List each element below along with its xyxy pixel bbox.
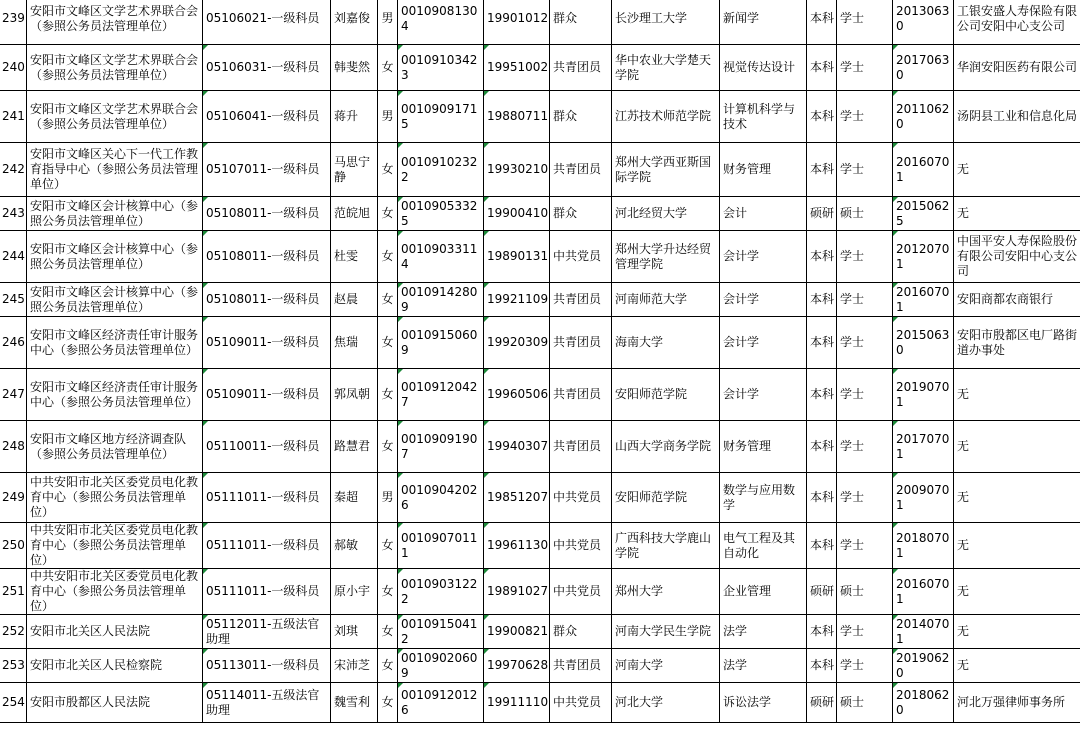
graduation-date-cell: 20160701 <box>893 143 954 197</box>
gender-cell: 女 <box>378 369 398 421</box>
unit-cell: 安阳市文峰区文学艺术界联合会（参照公务员法管理单位） <box>27 91 203 143</box>
table-row <box>0 283 1080 317</box>
gender-cell: 女 <box>378 421 398 473</box>
table-row <box>0 317 1080 369</box>
exam-number-cell: 00109120126 <box>398 683 484 723</box>
degree-cell: 硕士 <box>837 197 893 231</box>
school-cell: 广西科技大学鹿山学院 <box>612 523 720 569</box>
political-status-cell: 中共党员 <box>550 523 612 569</box>
education-cell: 本科 <box>807 143 837 197</box>
degree-cell: 学士 <box>837 649 893 683</box>
education-cell: 本科 <box>807 283 837 317</box>
name-cell: 焦瑞 <box>331 317 378 369</box>
school-cell: 长沙理工大学 <box>612 0 720 45</box>
row-number-cell: 243 <box>0 197 27 231</box>
political-status-cell: 中共党员 <box>550 683 612 723</box>
political-status-cell: 共青团员 <box>550 283 612 317</box>
position-cell: 05108011-一级科员 <box>203 197 331 231</box>
position-cell: 05111011-一级科员 <box>203 473 331 523</box>
gender-cell: 女 <box>378 649 398 683</box>
row-number-cell: 253 <box>0 649 27 683</box>
political-status-cell: 中共党员 <box>550 569 612 615</box>
position-cell: 05106021-一级科员 <box>203 0 331 45</box>
row-number-cell: 244 <box>0 231 27 283</box>
table-row <box>0 615 1080 649</box>
graduation-date-cell: 20120701 <box>893 231 954 283</box>
unit-cell: 安阳市北关区人民检察院 <box>27 649 203 683</box>
work-unit-cell: 汤阴县工业和信息化局 <box>954 91 1080 143</box>
graduation-date-cell: 20180701 <box>893 523 954 569</box>
name-cell: 郝敏 <box>331 523 378 569</box>
exam-number-cell: 00109070111 <box>398 523 484 569</box>
gender-cell: 女 <box>378 523 398 569</box>
political-status-cell: 共青团员 <box>550 369 612 421</box>
school-cell: 安阳师范学院 <box>612 369 720 421</box>
name-cell: 郭凤朝 <box>331 369 378 421</box>
name-cell: 马思宁静 <box>331 143 378 197</box>
birth-date-cell: 19911110 <box>484 683 550 723</box>
unit-cell: 安阳市文峰区会计核算中心（参照公务员法管理单位） <box>27 283 203 317</box>
graduation-date-cell: 20150625 <box>893 197 954 231</box>
position-cell: 05108011-一级科员 <box>203 231 331 283</box>
unit-cell: 安阳市文峰区文学艺术界联合会（参照公务员法管理单位） <box>27 0 203 45</box>
degree-cell: 学士 <box>837 91 893 143</box>
education-cell: 本科 <box>807 649 837 683</box>
school-cell: 河北经贸大学 <box>612 197 720 231</box>
degree-cell: 学士 <box>837 473 893 523</box>
unit-cell: 中共安阳市北关区委党员电化教育中心（参照公务员法管理单位） <box>27 569 203 615</box>
table-row <box>0 91 1080 143</box>
table-row <box>0 197 1080 231</box>
political-status-cell: 中共党员 <box>550 231 612 283</box>
table-row <box>0 421 1080 473</box>
major-cell: 财务管理 <box>720 143 807 197</box>
exam-number-cell: 00109142809 <box>398 283 484 317</box>
unit-cell: 安阳市文峰区经济责任审计服务中心（参照公务员法管理单位） <box>27 317 203 369</box>
degree-cell: 学士 <box>837 45 893 91</box>
political-status-cell: 共青团员 <box>550 143 612 197</box>
gender-cell: 女 <box>378 45 398 91</box>
education-cell: 本科 <box>807 615 837 649</box>
unit-cell: 安阳市殷都区人民法院 <box>27 683 203 723</box>
exam-number-cell: 00109150412 <box>398 615 484 649</box>
row-number-cell: 252 <box>0 615 27 649</box>
work-unit-cell: 无 <box>954 649 1080 683</box>
exam-number-cell: 00109033114 <box>398 231 484 283</box>
major-cell: 法学 <box>720 615 807 649</box>
unit-cell: 安阳市文峰区会计核算中心（参照公务员法管理单位） <box>27 197 203 231</box>
position-cell: 05109011-一级科员 <box>203 317 331 369</box>
major-cell: 新闻学 <box>720 0 807 45</box>
education-cell: 硕研 <box>807 569 837 615</box>
gender-cell: 女 <box>378 683 398 723</box>
position-cell: 05111011-一级科员 <box>203 569 331 615</box>
political-status-cell: 群众 <box>550 91 612 143</box>
unit-cell: 安阳市文峰区会计核算中心（参照公务员法管理单位） <box>27 231 203 283</box>
gender-cell: 男 <box>378 91 398 143</box>
political-status-cell: 共青团员 <box>550 45 612 91</box>
name-cell: 宋沛芝 <box>331 649 378 683</box>
education-cell: 本科 <box>807 369 837 421</box>
degree-cell: 学士 <box>837 421 893 473</box>
gender-cell: 女 <box>378 317 398 369</box>
position-cell: 05108011-一级科员 <box>203 283 331 317</box>
exam-number-cell: 00109020609 <box>398 649 484 683</box>
graduation-date-cell: 20110620 <box>893 91 954 143</box>
graduation-date-cell: 20190620 <box>893 649 954 683</box>
name-cell: 原小宇 <box>331 569 378 615</box>
major-cell: 数学与应用数学 <box>720 473 807 523</box>
work-unit-cell: 无 <box>954 523 1080 569</box>
work-unit-cell: 安阳市殷都区电厂路街道办事处 <box>954 317 1080 369</box>
exam-number-cell: 00109031222 <box>398 569 484 615</box>
major-cell: 会计学 <box>720 231 807 283</box>
row-number-cell: 250 <box>0 523 27 569</box>
work-unit-cell: 中国平安人寿保险股份有限公司安阳中心支公司 <box>954 231 1080 283</box>
degree-cell: 学士 <box>837 523 893 569</box>
degree-cell: 学士 <box>837 369 893 421</box>
school-cell: 华中农业大学楚天学院 <box>612 45 720 91</box>
unit-cell: 安阳市北关区人民法院 <box>27 615 203 649</box>
work-unit-cell: 河北万强律师事务所 <box>954 683 1080 723</box>
birth-date-cell: 19960506 <box>484 369 550 421</box>
exam-number-cell: 00109091907 <box>398 421 484 473</box>
education-cell: 本科 <box>807 45 837 91</box>
gender-cell: 女 <box>378 283 398 317</box>
major-cell: 财务管理 <box>720 421 807 473</box>
education-cell: 本科 <box>807 473 837 523</box>
graduation-date-cell: 20170630 <box>893 45 954 91</box>
education-cell: 本科 <box>807 0 837 45</box>
work-unit-cell: 无 <box>954 143 1080 197</box>
exam-number-cell: 00109102322 <box>398 143 484 197</box>
major-cell: 法学 <box>720 649 807 683</box>
graduation-date-cell: 20160701 <box>893 569 954 615</box>
work-unit-cell: 华润安阳医药有限公司 <box>954 45 1080 91</box>
political-status-cell: 共青团员 <box>550 649 612 683</box>
birth-date-cell: 19970628 <box>484 649 550 683</box>
degree-cell: 硕士 <box>837 569 893 615</box>
gender-cell: 女 <box>378 569 398 615</box>
work-unit-cell: 无 <box>954 421 1080 473</box>
name-cell: 刘嘉俊 <box>331 0 378 45</box>
birth-date-cell: 19961130 <box>484 523 550 569</box>
position-cell: 05111011-一级科员 <box>203 523 331 569</box>
gender-cell: 女 <box>378 143 398 197</box>
degree-cell: 学士 <box>837 143 893 197</box>
table-row <box>0 523 1080 569</box>
birth-date-cell: 19930210 <box>484 143 550 197</box>
exam-number-cell: 00109053325 <box>398 197 484 231</box>
work-unit-cell: 无 <box>954 569 1080 615</box>
gender-cell: 男 <box>378 473 398 523</box>
row-number-cell: 245 <box>0 283 27 317</box>
political-status-cell: 群众 <box>550 197 612 231</box>
graduation-date-cell: 20160701 <box>893 283 954 317</box>
row-number-cell: 246 <box>0 317 27 369</box>
exam-number-cell: 00109103423 <box>398 45 484 91</box>
unit-cell: 安阳市文峰区地方经济调查队（参照公务员法管理单位） <box>27 421 203 473</box>
row-number-cell: 242 <box>0 143 27 197</box>
school-cell: 河南大学 <box>612 649 720 683</box>
birth-date-cell: 19851207 <box>484 473 550 523</box>
degree-cell: 学士 <box>837 231 893 283</box>
exam-number-cell: 00109042026 <box>398 473 484 523</box>
major-cell: 会计 <box>720 197 807 231</box>
row-number-cell: 240 <box>0 45 27 91</box>
education-cell: 本科 <box>807 231 837 283</box>
exam-number-cell: 00109081304 <box>398 0 484 45</box>
exam-number-cell: 00109150609 <box>398 317 484 369</box>
political-status-cell: 群众 <box>550 615 612 649</box>
row-number-cell: 249 <box>0 473 27 523</box>
graduation-date-cell: 20170701 <box>893 421 954 473</box>
degree-cell: 学士 <box>837 0 893 45</box>
unit-cell: 安阳市文峰区关心下一代工作教育指导中心（参照公务员法管理单位） <box>27 143 203 197</box>
name-cell: 秦超 <box>331 473 378 523</box>
name-cell: 韩斐然 <box>331 45 378 91</box>
birth-date-cell: 19921109 <box>484 283 550 317</box>
degree-cell: 硕士 <box>837 683 893 723</box>
table-row <box>0 0 1080 45</box>
school-cell: 郑州大学 <box>612 569 720 615</box>
exam-number-cell: 00109091715 <box>398 91 484 143</box>
political-status-cell: 共青团员 <box>550 421 612 473</box>
degree-cell: 学士 <box>837 317 893 369</box>
unit-cell: 安阳市文峰区经济责任审计服务中心（参照公务员法管理单位） <box>27 369 203 421</box>
row-number-cell: 251 <box>0 569 27 615</box>
unit-cell: 中共安阳市北关区委党员电化教育中心（参照公务员法管理单位） <box>27 523 203 569</box>
school-cell: 江苏技术师范学院 <box>612 91 720 143</box>
birth-date-cell: 19940307 <box>484 421 550 473</box>
gender-cell: 女 <box>378 615 398 649</box>
major-cell: 企业管理 <box>720 569 807 615</box>
birth-date-cell: 19890131 <box>484 231 550 283</box>
position-cell: 05112011-五级法官助理 <box>203 615 331 649</box>
unit-cell: 安阳市文峰区文学艺术界联合会（参照公务员法管理单位） <box>27 45 203 91</box>
exam-number-cell: 00109120427 <box>398 369 484 421</box>
birth-date-cell: 19900821 <box>484 615 550 649</box>
education-cell: 硕研 <box>807 197 837 231</box>
work-unit-cell: 无 <box>954 197 1080 231</box>
school-cell: 安阳师范学院 <box>612 473 720 523</box>
work-unit-cell: 无 <box>954 615 1080 649</box>
unit-cell: 中共安阳市北关区委党员电化教育中心（参照公务员法管理单位） <box>27 473 203 523</box>
position-cell: 05109011-一级科员 <box>203 369 331 421</box>
major-cell: 会计学 <box>720 317 807 369</box>
political-status-cell: 中共党员 <box>550 473 612 523</box>
major-cell: 电气工程及其自动化 <box>720 523 807 569</box>
table-row <box>0 683 1080 723</box>
school-cell: 河南大学民生学院 <box>612 615 720 649</box>
table-row <box>0 473 1080 523</box>
gender-cell: 男 <box>378 0 398 45</box>
birth-date-cell: 19880711 <box>484 91 550 143</box>
work-unit-cell: 安阳商都农商银行 <box>954 283 1080 317</box>
table-row <box>0 45 1080 91</box>
school-cell: 山西大学商务学院 <box>612 421 720 473</box>
row-number-cell: 254 <box>0 683 27 723</box>
education-cell: 本科 <box>807 91 837 143</box>
graduation-date-cell: 20130630 <box>893 0 954 45</box>
gender-cell: 女 <box>378 231 398 283</box>
name-cell: 路慧君 <box>331 421 378 473</box>
row-number-cell: 239 <box>0 0 27 45</box>
position-cell: 05107011-一级科员 <box>203 143 331 197</box>
birth-date-cell: 19901012 <box>484 0 550 45</box>
school-cell: 郑州大学升达经贸管理学院 <box>612 231 720 283</box>
political-status-cell: 共青团员 <box>550 317 612 369</box>
work-unit-cell: 无 <box>954 473 1080 523</box>
birth-date-cell: 19920309 <box>484 317 550 369</box>
name-cell: 赵晨 <box>331 283 378 317</box>
position-cell: 05106041-一级科员 <box>203 91 331 143</box>
row-number-cell: 248 <box>0 421 27 473</box>
major-cell: 诉讼法学 <box>720 683 807 723</box>
name-cell: 范皖旭 <box>331 197 378 231</box>
row-number-cell: 241 <box>0 91 27 143</box>
work-unit-cell: 工银安盛人寿保险有限公司安阳中心支公司 <box>954 0 1080 45</box>
birth-date-cell: 19951002 <box>484 45 550 91</box>
position-cell: 05114011-五级法官助理 <box>203 683 331 723</box>
name-cell: 刘琪 <box>331 615 378 649</box>
work-unit-cell: 无 <box>954 369 1080 421</box>
graduation-date-cell: 20140701 <box>893 615 954 649</box>
degree-cell: 学士 <box>837 283 893 317</box>
education-cell: 本科 <box>807 421 837 473</box>
table-row <box>0 231 1080 283</box>
position-cell: 05113011-一级科员 <box>203 649 331 683</box>
school-cell: 河北大学 <box>612 683 720 723</box>
political-status-cell: 群众 <box>550 0 612 45</box>
name-cell: 杜雯 <box>331 231 378 283</box>
major-cell: 计算机科学与技术 <box>720 91 807 143</box>
position-cell: 05106031-一级科员 <box>203 45 331 91</box>
gender-cell: 女 <box>378 197 398 231</box>
row-number-cell: 247 <box>0 369 27 421</box>
degree-cell: 学士 <box>837 615 893 649</box>
education-cell: 本科 <box>807 523 837 569</box>
graduation-date-cell: 20190701 <box>893 369 954 421</box>
name-cell: 蒋升 <box>331 91 378 143</box>
graduation-date-cell: 20150630 <box>893 317 954 369</box>
graduation-date-cell: 20180620 <box>893 683 954 723</box>
school-cell: 郑州大学西亚斯国际学院 <box>612 143 720 197</box>
education-cell: 硕研 <box>807 683 837 723</box>
major-cell: 会计学 <box>720 369 807 421</box>
school-cell: 河南师范大学 <box>612 283 720 317</box>
major-cell: 视觉传达设计 <box>720 45 807 91</box>
table-row <box>0 369 1080 421</box>
graduation-date-cell: 20090701 <box>893 473 954 523</box>
table-row <box>0 143 1080 197</box>
table-row <box>0 649 1080 683</box>
name-cell: 魏雪利 <box>331 683 378 723</box>
birth-date-cell: 19891027 <box>484 569 550 615</box>
education-cell: 本科 <box>807 317 837 369</box>
school-cell: 海南大学 <box>612 317 720 369</box>
table-row <box>0 569 1080 615</box>
position-cell: 05110011-一级科员 <box>203 421 331 473</box>
major-cell: 会计学 <box>720 283 807 317</box>
birth-date-cell: 19900410 <box>484 197 550 231</box>
